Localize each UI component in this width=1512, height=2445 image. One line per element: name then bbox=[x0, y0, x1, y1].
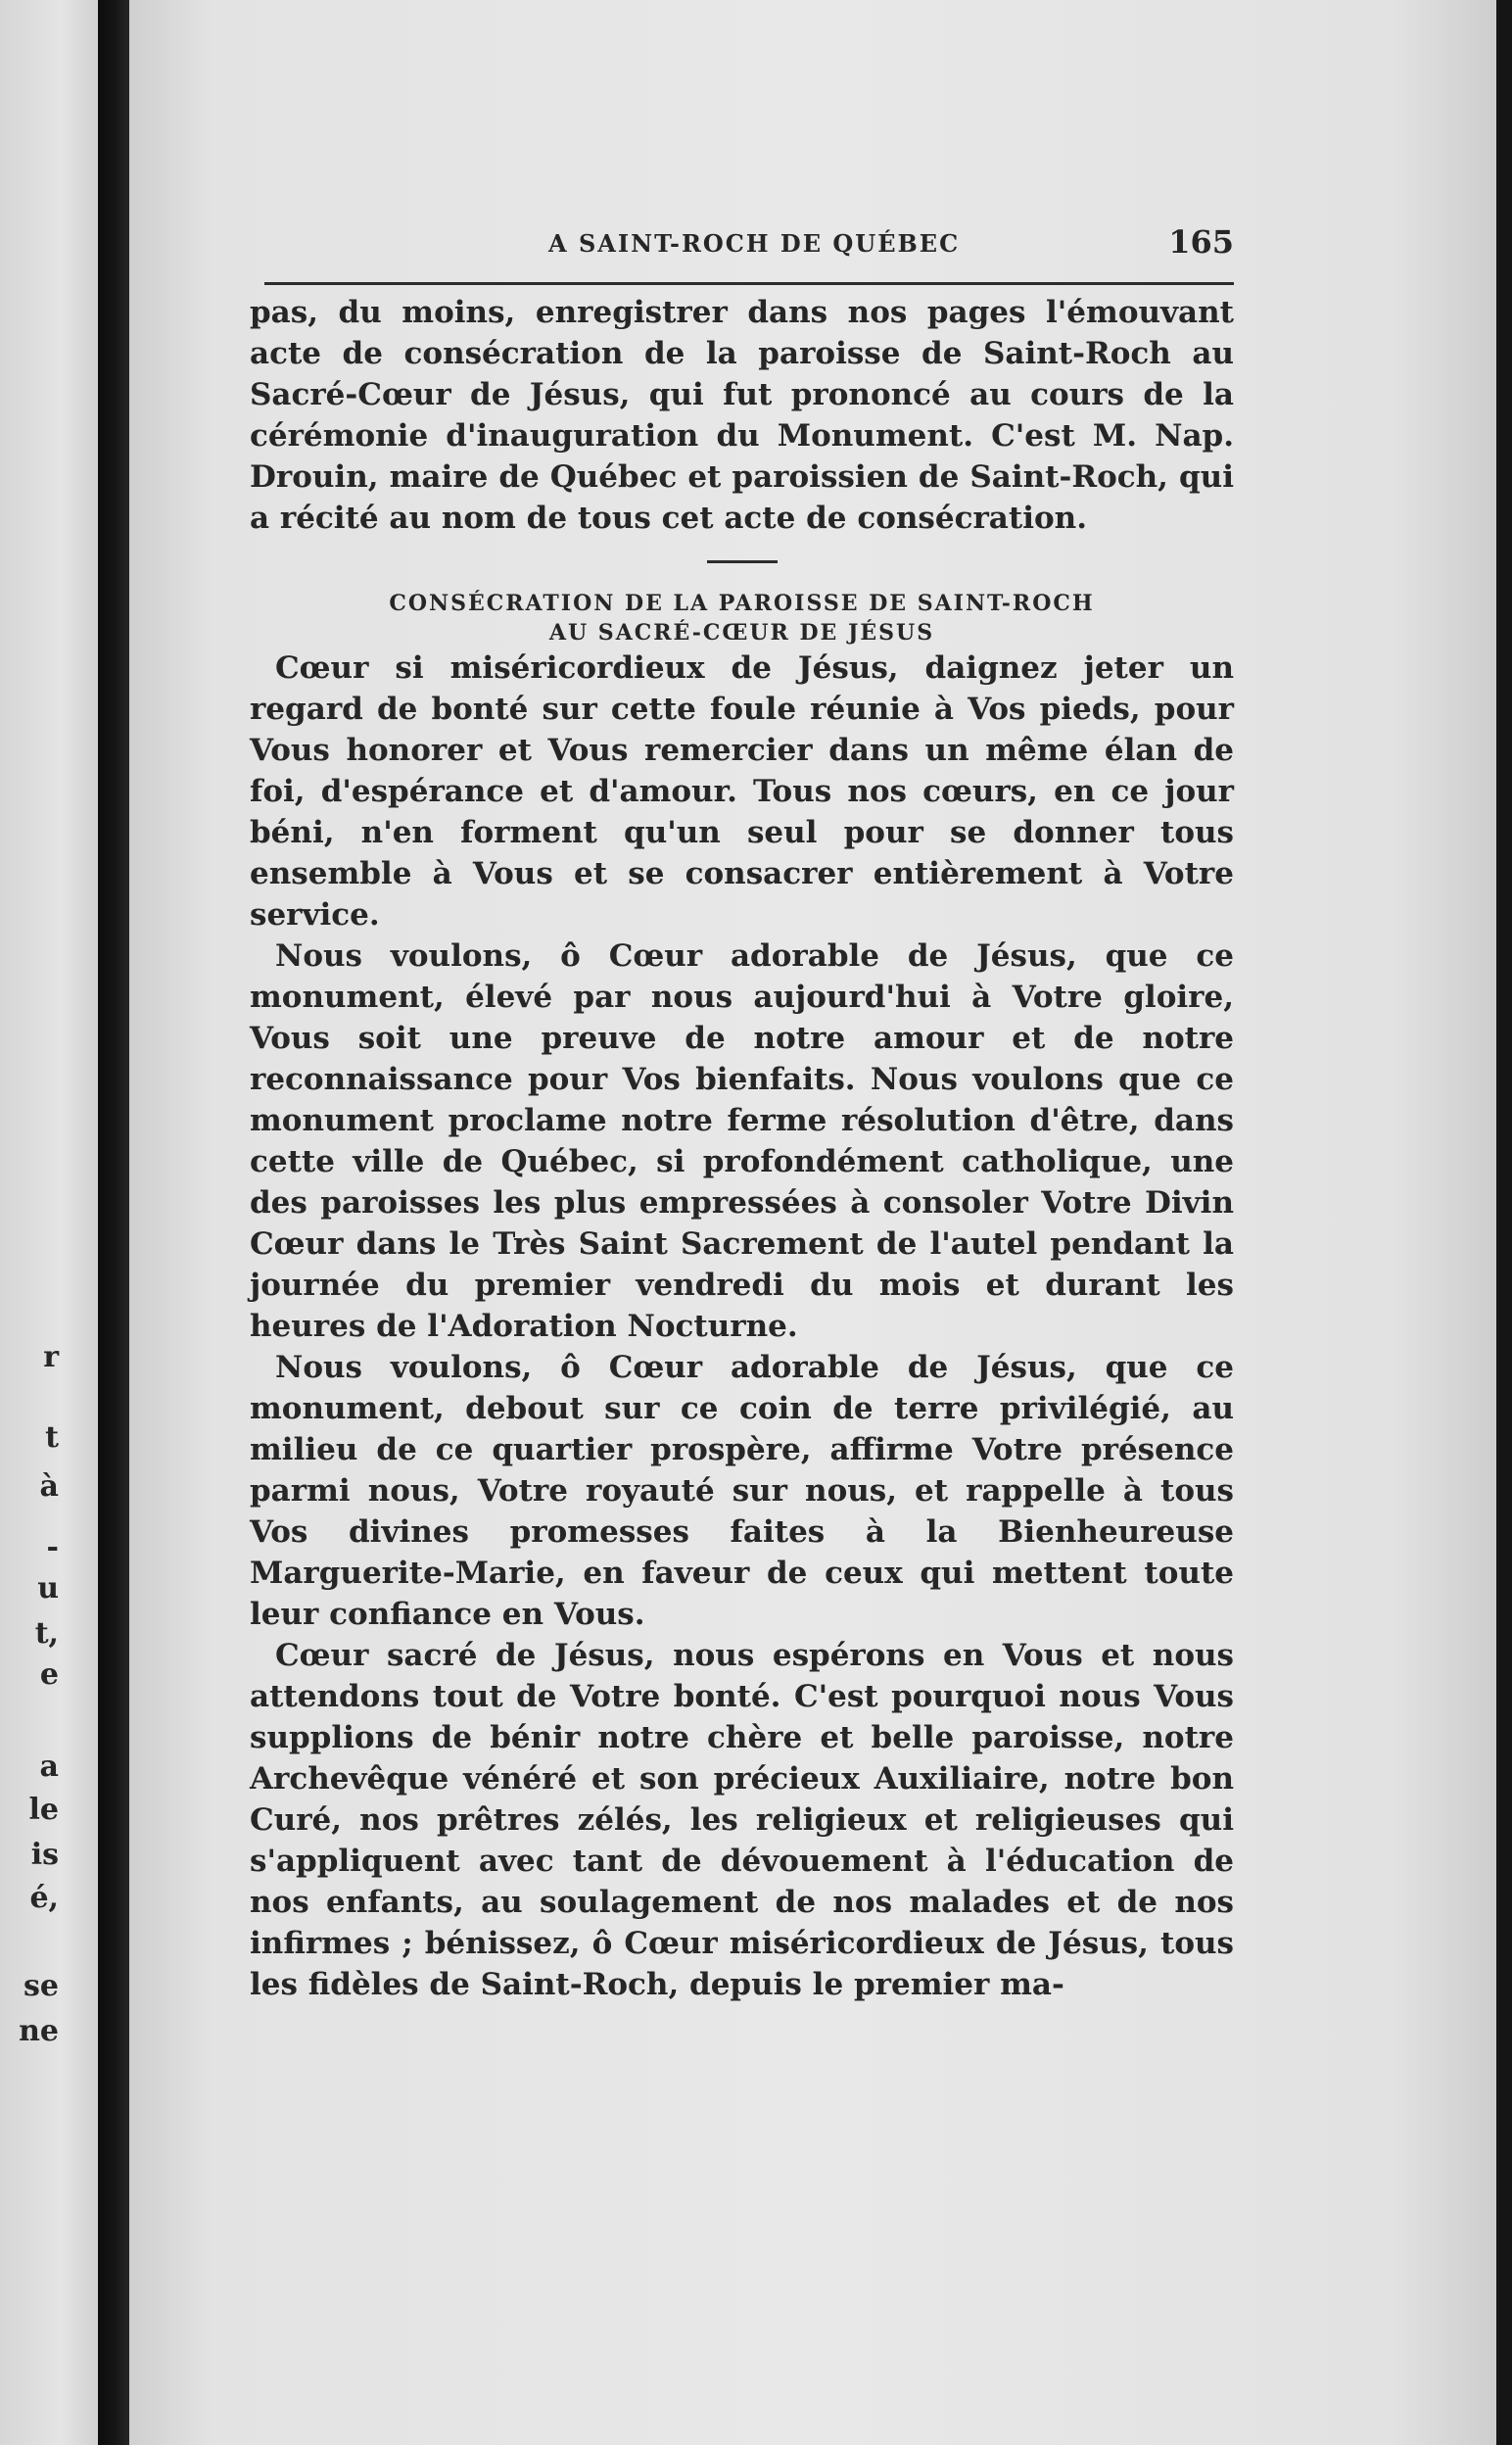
facing-page-fragment: is bbox=[30, 1838, 59, 1872]
running-header bbox=[264, 223, 1234, 285]
facing-page-fragment: a bbox=[39, 1750, 59, 1784]
facing-page-fragment: é, bbox=[29, 1881, 59, 1915]
consecration-paragraph: Nous voulons, ô Cœur adorable de Jésus, que ce monument, debout sur ce coin de terre privilégié, au milieu de ce quartier prospère, affirme Votre présence parmi nous, Votre royauté sur nous, et rappelle à tous Vos divines promesses faites à la Bienheureuse Marguerite-Marie, en faveur de ceux qui mettent toute leur confiance en Vous. bbox=[250, 1350, 1234, 1632]
facing-page-fragment: le bbox=[28, 1793, 59, 1827]
section-heading-line-1: CONSÉCRATION DE LA PAROISSE DE SAINT-ROCH bbox=[389, 591, 1095, 616]
facing-page-fragment: se bbox=[24, 1969, 59, 2003]
facing-page-fragment: e bbox=[39, 1657, 59, 1692]
consecration-paragraph: Nous voulons, ô Cœur adorable de Jésus, que ce monument, élevé par nous aujourd'hui à Votre gloire, Vous soit une preuve de notre amour et de notre reconnaissance pour Vos bienfaits. Nous voulons que ce monument proclame notre ferme résolution d'être, dans cette ville de Québec, si profondément catholique, une des paroisses les plus empressées à consoler Votre Divin Cœur dans le Très Saint Sacrement de l'autel pendant la journée du premier vendredi du mois et durant les heures de l'Adoration Nocturne. bbox=[250, 938, 1234, 1344]
facing-page-fragment: - bbox=[46, 1530, 59, 1564]
running-head-title: A SAINT-ROCH DE QUÉBEC bbox=[548, 229, 961, 258]
page-body bbox=[250, 292, 1234, 2005]
section-divider bbox=[707, 560, 778, 563]
facing-page-fragment: t bbox=[45, 1420, 59, 1455]
facing-page-fragment: ne bbox=[19, 2014, 59, 2048]
facing-page-fragment: r bbox=[43, 1340, 59, 1374]
consecration-paragraph: Cœur si miséricordieux de Jésus, daignez jeter un regard de bonté sur cette foule réunie à Vos pieds, pour Vous honorer et Vous remercier dans un même élan de foi, d'espérance et d'amour. Tous nos cœurs, en ce jour béni, n'en forment qu'un seul pour se donner tous ensemble à Vous et se consacrer entièrement à Votre service. bbox=[250, 650, 1234, 933]
facing-page-fragment: à bbox=[39, 1469, 59, 1504]
facing-page-fragment: t, bbox=[34, 1616, 59, 1651]
facing-page-fragment: u bbox=[37, 1571, 59, 1606]
section-heading-line-2: AU SACRÉ-CŒUR DE JÉSUS bbox=[548, 620, 935, 646]
facing-page-edge bbox=[0, 0, 102, 2445]
right-page-edge bbox=[1496, 0, 1512, 2445]
intro-paragraph: pas, du moins, enregistrer dans nos pages l'émouvant acte de consécration de la paroisse de Saint-Roch au Sacré-Cœur de Jésus, qui fut prononcé au cours de la cérémonie d'inauguration du Monument. C'est M. Nap. Drouin, maire de Québec et paroissien de Saint-Roch, qui a récité au nom de tous cet acte de consécration. bbox=[250, 295, 1234, 536]
book-binding bbox=[98, 0, 133, 2445]
consecration-paragraph: Cœur sacré de Jésus, nous espérons en Vous et nous attendons tout de Votre bonté. C'est pourquoi nous Vous supplions de bénir notre chère et belle paroisse, notre Archevêque vénéré et son précieux Auxiliaire, notre bon Curé, nos prêtres zélés, les religieux et religieuses qui s'appliquent avec tant de dévouement à l'éducation de nos enfants, au soulagement de nos malades et de nos infirmes ; bénissez, ô Cœur miséricordieux de Jésus, tous les fidèles de Saint-Roch, depuis le premier ma- bbox=[250, 1638, 1234, 2002]
page-number: 165 bbox=[1168, 223, 1234, 261]
